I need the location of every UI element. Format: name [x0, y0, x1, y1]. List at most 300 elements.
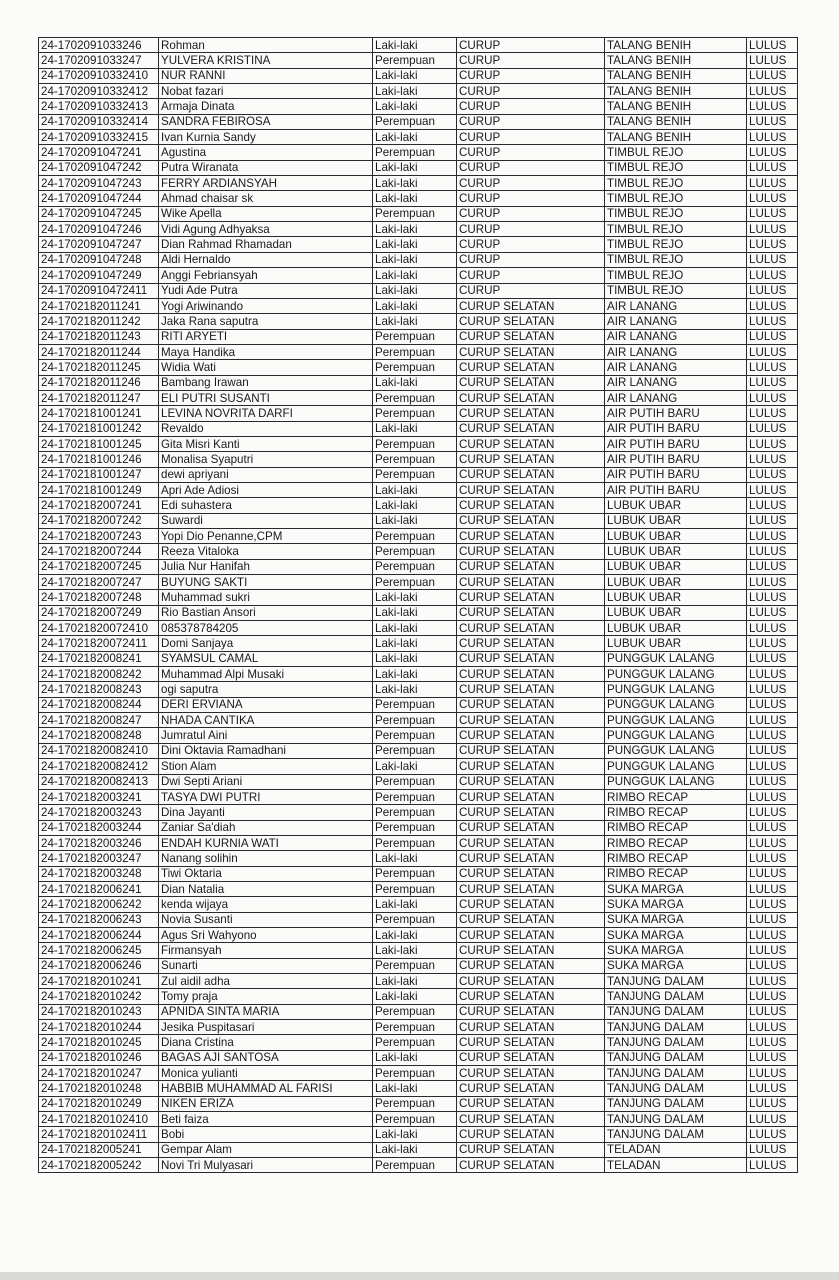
gender-cell: Perempuan	[373, 1035, 457, 1050]
desa-cell: TANJUNG DALAM	[605, 1004, 747, 1019]
table-row	[39, 559, 798, 574]
status-cell: LULUS	[747, 390, 798, 405]
table-row	[39, 191, 798, 206]
kecamatan-cell: CURUP	[457, 84, 605, 99]
gender-cell: Laki-laki	[373, 222, 457, 237]
table-row	[39, 421, 798, 436]
gender-cell: Perempuan	[373, 866, 457, 881]
gender-cell: Laki-laki	[373, 927, 457, 942]
gender-cell: Laki-laki	[373, 68, 457, 83]
desa-cell: TIMBUL REJO	[605, 176, 747, 191]
kecamatan-cell: CURUP SELATAN	[457, 805, 605, 820]
status-cell: LULUS	[747, 421, 798, 436]
gender-cell: Perempuan	[373, 728, 457, 743]
table-row	[39, 590, 798, 605]
participant-name-cell: Dini Oktavia Ramadhani	[159, 743, 373, 758]
status-cell: LULUS	[747, 789, 798, 804]
participant-name-cell: SYAMSUL CAMAL	[159, 651, 373, 666]
status-cell: LULUS	[747, 283, 798, 298]
kecamatan-cell: CURUP SELATAN	[457, 390, 605, 405]
status-cell: LULUS	[747, 53, 798, 68]
participant-name-cell: Zul aidil adha	[159, 973, 373, 988]
participant-name-cell: APNIDA SINTA MARIA	[159, 1004, 373, 1019]
participant-id-cell: 24-17020910332410	[39, 68, 159, 83]
desa-cell: PUNGGUK LALANG	[605, 759, 747, 774]
kecamatan-cell: CURUP SELATAN	[457, 375, 605, 390]
table-row	[39, 897, 798, 912]
table-row	[39, 636, 798, 651]
participant-id-cell: 24-1702182011244	[39, 344, 159, 359]
participant-name-cell: Novia Susanti	[159, 912, 373, 927]
desa-cell: RIMBO RECAP	[605, 851, 747, 866]
kecamatan-cell: CURUP SELATAN	[457, 590, 605, 605]
kecamatan-cell: CURUP SELATAN	[457, 636, 605, 651]
participant-id-cell: 24-1702091033247	[39, 53, 159, 68]
desa-cell: LUBUK UBAR	[605, 590, 747, 605]
participant-id-cell: 24-1702182007249	[39, 605, 159, 620]
participant-id-cell: 24-17021820082410	[39, 743, 159, 758]
desa-cell: PUNGGUK LALANG	[605, 667, 747, 682]
desa-cell: TIMBUL REJO	[605, 145, 747, 160]
participant-id-cell: 24-1702182011245	[39, 360, 159, 375]
status-cell: LULUS	[747, 529, 798, 544]
gender-cell: Perempuan	[373, 575, 457, 590]
participant-id-cell: 24-1702182008244	[39, 697, 159, 712]
status-cell: LULUS	[747, 897, 798, 912]
table-row	[39, 728, 798, 743]
kecamatan-cell: CURUP SELATAN	[457, 927, 605, 942]
gender-cell: Laki-laki	[373, 759, 457, 774]
participant-name-cell: ELI PUTRI SUSANTI	[159, 390, 373, 405]
results-table	[38, 37, 798, 1173]
gender-cell: Perempuan	[373, 1158, 457, 1173]
participant-id-cell: 24-1702182011241	[39, 298, 159, 313]
status-cell: LULUS	[747, 713, 798, 728]
gender-cell: Laki-laki	[373, 682, 457, 697]
participant-name-cell: YULVERA KRISTINA	[159, 53, 373, 68]
desa-cell: AIR LANANG	[605, 390, 747, 405]
table-row	[39, 360, 798, 375]
participant-id-cell: 24-1702182005241	[39, 1142, 159, 1157]
status-cell: LULUS	[747, 513, 798, 528]
table-row	[39, 605, 798, 620]
participant-name-cell: Julia Nur Hanifah	[159, 559, 373, 574]
gender-cell: Perempuan	[373, 467, 457, 482]
table-row	[39, 774, 798, 789]
kecamatan-cell: CURUP SELATAN	[457, 1066, 605, 1081]
participant-id-cell: 24-17020910332413	[39, 99, 159, 114]
participant-name-cell: Firmansyah	[159, 943, 373, 958]
participant-name-cell: NHADA CANTIKA	[159, 713, 373, 728]
gender-cell: Laki-laki	[373, 421, 457, 436]
table-row	[39, 958, 798, 973]
participant-id-cell: 24-1702091033246	[39, 38, 159, 53]
participant-name-cell: NIKEN ERIZA	[159, 1096, 373, 1111]
participant-id-cell: 24-17020910472411	[39, 283, 159, 298]
kecamatan-cell: CURUP SELATAN	[457, 897, 605, 912]
gender-cell: Laki-laki	[373, 176, 457, 191]
desa-cell: RIMBO RECAP	[605, 805, 747, 820]
participant-name-cell: dewi apriyani	[159, 467, 373, 482]
participant-name-cell: Maya Handika	[159, 344, 373, 359]
participant-id-cell: 24-1702182006243	[39, 912, 159, 927]
desa-cell: PUNGGUK LALANG	[605, 728, 747, 743]
kecamatan-cell: CURUP SELATAN	[457, 314, 605, 329]
participant-name-cell: RITI ARYETI	[159, 329, 373, 344]
participant-id-cell: 24-1702182008241	[39, 651, 159, 666]
table-row	[39, 1081, 798, 1096]
participant-id-cell: 24-1702181001245	[39, 436, 159, 451]
desa-cell: TIMBUL REJO	[605, 206, 747, 221]
participant-id-cell: 24-1702091047249	[39, 268, 159, 283]
kecamatan-cell: CURUP SELATAN	[457, 421, 605, 436]
kecamatan-cell: CURUP SELATAN	[457, 605, 605, 620]
table-row	[39, 697, 798, 712]
participant-name-cell: Bambang Irawan	[159, 375, 373, 390]
kecamatan-cell: CURUP SELATAN	[457, 958, 605, 973]
table-row	[39, 498, 798, 513]
status-cell: LULUS	[747, 160, 798, 175]
kecamatan-cell: CURUP SELATAN	[457, 728, 605, 743]
gender-cell: Laki-laki	[373, 314, 457, 329]
table-row	[39, 759, 798, 774]
desa-cell: AIR LANANG	[605, 344, 747, 359]
gender-cell: Perempuan	[373, 1020, 457, 1035]
desa-cell: TELADAN	[605, 1142, 747, 1157]
participant-id-cell: 24-17020910332414	[39, 114, 159, 129]
table-row	[39, 651, 798, 666]
desa-cell: TALANG BENIH	[605, 130, 747, 145]
participant-name-cell: Putra Wiranata	[159, 160, 373, 175]
kecamatan-cell: CURUP SELATAN	[457, 973, 605, 988]
participant-name-cell: Novi Tri Mulyasari	[159, 1158, 373, 1173]
desa-cell: LUBUK UBAR	[605, 529, 747, 544]
status-cell: LULUS	[747, 1066, 798, 1081]
kecamatan-cell: CURUP SELATAN	[457, 820, 605, 835]
gender-cell: Perempuan	[373, 329, 457, 344]
status-cell: LULUS	[747, 252, 798, 267]
participant-name-cell: Dian Natalia	[159, 881, 373, 896]
gender-cell: Laki-laki	[373, 590, 457, 605]
table-row	[39, 667, 798, 682]
desa-cell: TIMBUL REJO	[605, 222, 747, 237]
participant-id-cell: 24-1702182010248	[39, 1081, 159, 1096]
participant-id-cell: 24-17021820072410	[39, 621, 159, 636]
participant-id-cell: 24-17021820102410	[39, 1112, 159, 1127]
participant-id-cell: 24-1702182010242	[39, 989, 159, 1004]
participant-name-cell: Rio Bastian Ansori	[159, 605, 373, 620]
desa-cell: TANJUNG DALAM	[605, 1050, 747, 1065]
gender-cell: Laki-laki	[373, 973, 457, 988]
table-row	[39, 1096, 798, 1111]
status-cell: LULUS	[747, 805, 798, 820]
table-row	[39, 575, 798, 590]
desa-cell: TIMBUL REJO	[605, 268, 747, 283]
kecamatan-cell: CURUP	[457, 268, 605, 283]
status-cell: LULUS	[747, 84, 798, 99]
gender-cell: Perempuan	[373, 114, 457, 129]
status-cell: LULUS	[747, 989, 798, 1004]
desa-cell: PUNGGUK LALANG	[605, 697, 747, 712]
status-cell: LULUS	[747, 605, 798, 620]
participant-name-cell: Monica yulianti	[159, 1066, 373, 1081]
table-row	[39, 314, 798, 329]
status-cell: LULUS	[747, 881, 798, 896]
status-cell: LULUS	[747, 851, 798, 866]
table-row	[39, 1066, 798, 1081]
gender-cell: Laki-laki	[373, 237, 457, 252]
participant-name-cell: Wike Apella	[159, 206, 373, 221]
table-row	[39, 375, 798, 390]
status-cell: LULUS	[747, 1035, 798, 1050]
status-cell: LULUS	[747, 1112, 798, 1127]
participant-id-cell: 24-1702182010246	[39, 1050, 159, 1065]
kecamatan-cell: CURUP	[457, 68, 605, 83]
participant-id-cell: 24-1702181001242	[39, 421, 159, 436]
gender-cell: Laki-laki	[373, 851, 457, 866]
desa-cell: AIR LANANG	[605, 329, 747, 344]
kecamatan-cell: CURUP SELATAN	[457, 1081, 605, 1096]
kecamatan-cell: CURUP SELATAN	[457, 743, 605, 758]
participant-name-cell: Jesika Puspitasari	[159, 1020, 373, 1035]
gender-cell: Perempuan	[373, 1112, 457, 1127]
table-row	[39, 390, 798, 405]
participant-name-cell: ogi saputra	[159, 682, 373, 697]
participant-name-cell: Ahmad chaisar sk	[159, 191, 373, 206]
kecamatan-cell: CURUP SELATAN	[457, 559, 605, 574]
desa-cell: TALANG BENIH	[605, 99, 747, 114]
status-cell: LULUS	[747, 406, 798, 421]
participant-id-cell: 24-17021820072411	[39, 636, 159, 651]
participant-id-cell: 24-1702182008247	[39, 713, 159, 728]
gender-cell: Laki-laki	[373, 482, 457, 497]
desa-cell: LUBUK UBAR	[605, 575, 747, 590]
desa-cell: AIR LANANG	[605, 375, 747, 390]
participant-name-cell: HABBIB MUHAMMAD AL FARISI	[159, 1081, 373, 1096]
participant-id-cell: 24-1702182011247	[39, 390, 159, 405]
kecamatan-cell: CURUP SELATAN	[457, 759, 605, 774]
kecamatan-cell: CURUP	[457, 53, 605, 68]
kecamatan-cell: CURUP SELATAN	[457, 575, 605, 590]
participant-name-cell: LEVINA NOVRITA DARFI	[159, 406, 373, 421]
participant-name-cell: Beti faiza	[159, 1112, 373, 1127]
status-cell: LULUS	[747, 145, 798, 160]
status-cell: LULUS	[747, 1050, 798, 1065]
kecamatan-cell: CURUP SELATAN	[457, 866, 605, 881]
participant-id-cell: 24-1702091047247	[39, 237, 159, 252]
participant-name-cell: NUR RANNI	[159, 68, 373, 83]
participant-name-cell: Edi suhastera	[159, 498, 373, 513]
desa-cell: TANJUNG DALAM	[605, 1020, 747, 1035]
kecamatan-cell: CURUP SELATAN	[457, 774, 605, 789]
participant-name-cell: Yogi Ariwinando	[159, 298, 373, 313]
participant-name-cell: Widia Wati	[159, 360, 373, 375]
kecamatan-cell: CURUP SELATAN	[457, 1004, 605, 1019]
kecamatan-cell: CURUP SELATAN	[457, 529, 605, 544]
gender-cell: Laki-laki	[373, 160, 457, 175]
participant-id-cell: 24-1702182008242	[39, 667, 159, 682]
kecamatan-cell: CURUP SELATAN	[457, 1020, 605, 1035]
kecamatan-cell: CURUP	[457, 283, 605, 298]
gender-cell: Laki-laki	[373, 1081, 457, 1096]
gender-cell: Perempuan	[373, 1066, 457, 1081]
gender-cell: Perempuan	[373, 958, 457, 973]
desa-cell: TANJUNG DALAM	[605, 1112, 747, 1127]
desa-cell: TALANG BENIH	[605, 84, 747, 99]
gender-cell: Laki-laki	[373, 498, 457, 513]
status-cell: LULUS	[747, 927, 798, 942]
status-cell: LULUS	[747, 559, 798, 574]
table-row	[39, 298, 798, 313]
status-cell: LULUS	[747, 912, 798, 927]
kecamatan-cell: CURUP	[457, 130, 605, 145]
table-row	[39, 513, 798, 528]
participant-name-cell: Zaniar Sa'diah	[159, 820, 373, 835]
kecamatan-cell: CURUP SELATAN	[457, 835, 605, 850]
page-bottom-edge	[0, 1272, 839, 1280]
table-row	[39, 789, 798, 804]
gender-cell: Perempuan	[373, 344, 457, 359]
participant-name-cell: Nanang solihin	[159, 851, 373, 866]
participant-name-cell: SANDRA FEBIROSA	[159, 114, 373, 129]
desa-cell: AIR PUTIH BARU	[605, 406, 747, 421]
participant-id-cell: 24-1702181001247	[39, 467, 159, 482]
participant-name-cell: TASYA DWI PUTRI	[159, 789, 373, 804]
table-row	[39, 1004, 798, 1019]
participant-id-cell: 24-17021820082413	[39, 774, 159, 789]
participant-id-cell: 24-1702182007243	[39, 529, 159, 544]
participant-id-cell: 24-1702182007241	[39, 498, 159, 513]
status-cell: LULUS	[747, 344, 798, 359]
kecamatan-cell: CURUP SELATAN	[457, 912, 605, 927]
kecamatan-cell: CURUP SELATAN	[457, 452, 605, 467]
kecamatan-cell: CURUP	[457, 114, 605, 129]
kecamatan-cell: CURUP	[457, 176, 605, 191]
status-cell: LULUS	[747, 943, 798, 958]
kecamatan-cell: CURUP	[457, 237, 605, 252]
table-row	[39, 482, 798, 497]
kecamatan-cell: CURUP SELATAN	[457, 482, 605, 497]
table-row	[39, 1112, 798, 1127]
status-cell: LULUS	[747, 436, 798, 451]
gender-cell: Laki-laki	[373, 621, 457, 636]
participant-name-cell: kenda wijaya	[159, 897, 373, 912]
table-row	[39, 1050, 798, 1065]
desa-cell: LUBUK UBAR	[605, 636, 747, 651]
participant-id-cell: 24-1702182006246	[39, 958, 159, 973]
participant-name-cell: FERRY ARDIANSYAH	[159, 176, 373, 191]
table-row	[39, 927, 798, 942]
table-row	[39, 713, 798, 728]
status-cell: LULUS	[747, 329, 798, 344]
participant-id-cell: 24-1702182011242	[39, 314, 159, 329]
participant-name-cell: Apri Ade Adiosi	[159, 482, 373, 497]
kecamatan-cell: CURUP SELATAN	[457, 329, 605, 344]
table-row	[39, 1158, 798, 1173]
participant-name-cell: Dina Jayanti	[159, 805, 373, 820]
status-cell: LULUS	[747, 728, 798, 743]
gender-cell: Laki-laki	[373, 1050, 457, 1065]
kecamatan-cell: CURUP	[457, 99, 605, 114]
participant-id-cell: 24-1702182003244	[39, 820, 159, 835]
participant-id-cell: 24-1702182007244	[39, 544, 159, 559]
desa-cell: SUKA MARGA	[605, 943, 747, 958]
status-cell: LULUS	[747, 820, 798, 835]
participant-id-cell: 24-1702182003248	[39, 866, 159, 881]
participant-id-cell: 24-17021820102411	[39, 1127, 159, 1142]
status-cell: LULUS	[747, 298, 798, 313]
gender-cell: Perempuan	[373, 53, 457, 68]
status-cell: LULUS	[747, 697, 798, 712]
participant-name-cell: BAGAS AJI SANTOSA	[159, 1050, 373, 1065]
status-cell: LULUS	[747, 621, 798, 636]
gender-cell: Laki-laki	[373, 989, 457, 1004]
status-cell: LULUS	[747, 176, 798, 191]
participant-name-cell: Sunarti	[159, 958, 373, 973]
kecamatan-cell: CURUP SELATAN	[457, 1127, 605, 1142]
table-row	[39, 1142, 798, 1157]
participant-id-cell: 24-1702182006241	[39, 881, 159, 896]
desa-cell: TIMBUL REJO	[605, 283, 747, 298]
kecamatan-cell: CURUP SELATAN	[457, 498, 605, 513]
participant-name-cell: Gita Misri Kanti	[159, 436, 373, 451]
desa-cell: SUKA MARGA	[605, 881, 747, 896]
status-cell: LULUS	[747, 651, 798, 666]
participant-id-cell: 24-1702182006242	[39, 897, 159, 912]
table-row	[39, 1035, 798, 1050]
participant-id-cell: 24-1702181001249	[39, 482, 159, 497]
table-row	[39, 805, 798, 820]
gender-cell: Laki-laki	[373, 268, 457, 283]
kecamatan-cell: CURUP SELATAN	[457, 667, 605, 682]
table-row	[39, 222, 798, 237]
participant-name-cell: Suwardi	[159, 513, 373, 528]
desa-cell: AIR PUTIH BARU	[605, 452, 747, 467]
gender-cell: Perempuan	[373, 544, 457, 559]
desa-cell: RIMBO RECAP	[605, 866, 747, 881]
gender-cell: Perempuan	[373, 360, 457, 375]
participant-id-cell: 24-1702182003246	[39, 835, 159, 850]
participant-name-cell: 085378784205	[159, 621, 373, 636]
status-cell: LULUS	[747, 1081, 798, 1096]
status-cell: LULUS	[747, 360, 798, 375]
participant-id-cell: 24-1702182010243	[39, 1004, 159, 1019]
desa-cell: TIMBUL REJO	[605, 191, 747, 206]
status-cell: LULUS	[747, 206, 798, 221]
participant-id-cell: 24-1702182003247	[39, 851, 159, 866]
kecamatan-cell: CURUP	[457, 38, 605, 53]
kecamatan-cell: CURUP SELATAN	[457, 360, 605, 375]
status-cell: LULUS	[747, 973, 798, 988]
desa-cell: PUNGGUK LALANG	[605, 713, 747, 728]
gender-cell: Perempuan	[373, 697, 457, 712]
table-row	[39, 130, 798, 145]
participant-id-cell: 24-1702182007242	[39, 513, 159, 528]
desa-cell: TALANG BENIH	[605, 114, 747, 129]
participant-id-cell: 24-17020910332412	[39, 84, 159, 99]
kecamatan-cell: CURUP SELATAN	[457, 682, 605, 697]
participant-name-cell: Bobi	[159, 1127, 373, 1142]
participant-name-cell: Revaldo	[159, 421, 373, 436]
kecamatan-cell: CURUP SELATAN	[457, 851, 605, 866]
status-cell: LULUS	[747, 1142, 798, 1157]
participant-id-cell: 24-17021820082412	[39, 759, 159, 774]
participant-id-cell: 24-1702182011246	[39, 375, 159, 390]
participant-name-cell: DERI ERVIANA	[159, 697, 373, 712]
participant-id-cell: 24-1702091047243	[39, 176, 159, 191]
desa-cell: TANJUNG DALAM	[605, 1127, 747, 1142]
gender-cell: Perempuan	[373, 789, 457, 804]
